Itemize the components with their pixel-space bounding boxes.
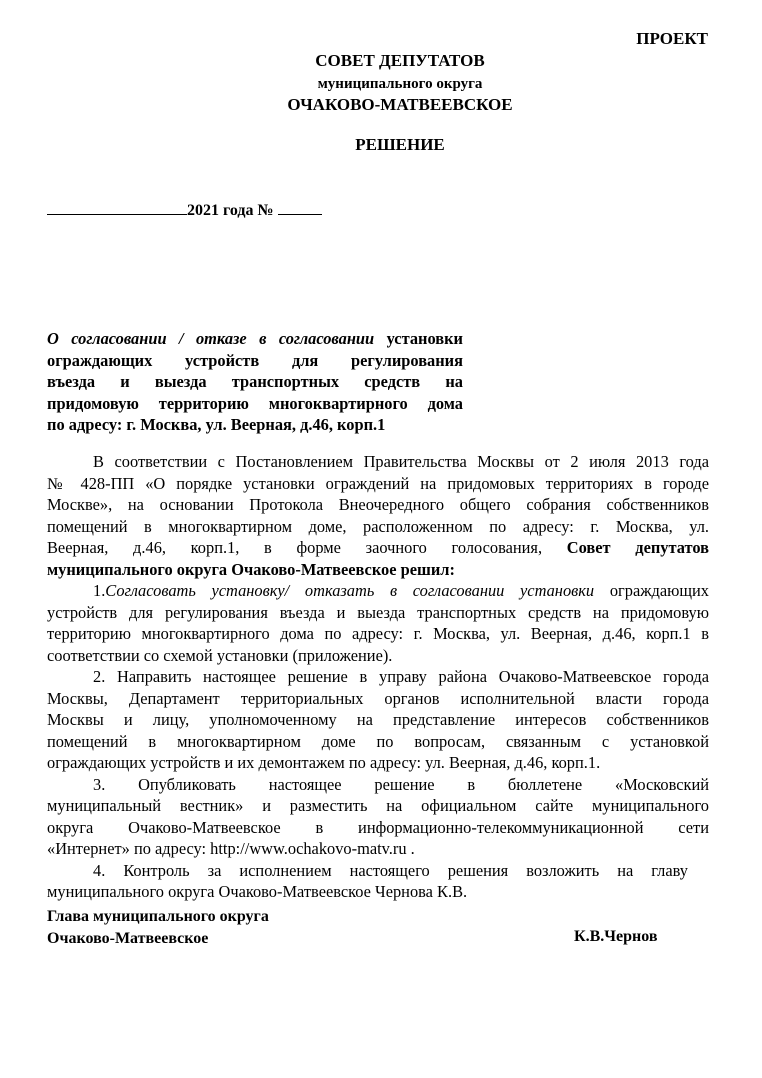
- district-type: муниципального округа: [317, 76, 483, 92]
- item-3-line: округа Очаково-Матвеевское в информационно-телекоммуникационной сети: [47, 817, 709, 837]
- item-2-line: ограждающих устройств и их демонтажем по адресу: ул. Веерная, д.46, корп.1.: [47, 753, 601, 772]
- item-3-line: 3. Опубликовать настоящее решение в бюллетене «Московский: [93, 774, 709, 794]
- subject-line-3: въезда и выезда транспортных средств на: [47, 372, 463, 391]
- subject-line-1-rest: установки: [386, 329, 463, 348]
- signatory-title-line-1: Глава муниципального округа: [47, 908, 269, 925]
- item-number: 1.: [93, 581, 106, 600]
- item-3-line: муниципальный вестник» и разместить на официальном сайте муниципального: [47, 796, 709, 815]
- item-2-line: Москвы и лицу, уполномоченному на представление интересов собственников: [47, 710, 709, 729]
- preamble-line: [47, 537, 709, 559]
- subject-line-1: [47, 328, 463, 350]
- number-blank: [278, 200, 322, 215]
- item-4-line: 4. Контроль за исполнением настоящего решения возложить на главу: [93, 860, 688, 880]
- council-name-bold: Совет депутатов: [566, 538, 709, 557]
- signatory-title-line-2: Очаково-Матвеевское: [47, 930, 209, 947]
- document-type: РЕШЕНИЕ: [355, 135, 445, 154]
- preamble-line: № 428-ПП «О порядке установки ограждений на придомовых территориях в городе: [47, 473, 709, 493]
- subject-italic: О согласовании / отказе в согласовании: [47, 329, 375, 348]
- date-number-line: [47, 200, 322, 220]
- item-4-line: муниципального округа Очаково-Матвеевское Чернова К.В.: [47, 882, 468, 901]
- date-blank: [47, 200, 187, 215]
- item-2-line: помещений в многоквартирном доме по вопросам, связанным с установкой: [47, 731, 709, 751]
- subject-line-5: по адресу: г. Москва, ул. Веерная, д.46, корп.1: [47, 415, 386, 434]
- date-year-text: 2021 года №: [187, 202, 274, 219]
- item-1-line: устройств для регулирования въезда и выезда транспортных средств на придомовую: [47, 602, 709, 622]
- subject-line-4: придомовую территорию многоквартирного дома: [47, 393, 463, 413]
- draft-mark: ПРОЕКТ: [636, 29, 708, 48]
- item-1-rest: ограждающих: [609, 581, 709, 600]
- preamble-line: помещений в многоквартирном доме, расположенном по адресу: г. Москва, ул.: [47, 516, 709, 536]
- item-1-line: [47, 580, 709, 602]
- signature-block: [47, 906, 269, 950]
- signatory-name: К.В.Чернов: [574, 928, 658, 945]
- council-title: СОВЕТ ДЕПУТАТОВ: [315, 51, 485, 70]
- item-3-line: «Интернет» по адресу: http://www.ochakovo-matv.ru .: [47, 839, 415, 858]
- preamble-line: Москве», на основании Протокола Внеочередного общего собрания собственников: [47, 495, 709, 514]
- resolved-line: муниципального округа Очаково-Матвеевское решил:: [47, 559, 455, 579]
- item-1-line: соответствии со схемой установки (приложение).: [47, 645, 393, 665]
- district-name: ОЧАКОВО-МАТВЕЕВСКОЕ: [287, 95, 513, 114]
- preamble-text: Веерная, д.46, корп.1, в форме заочного голосования,: [47, 538, 543, 557]
- item-2-line: 2. Направить настоящее решение в управу района Очаково-Матвеевское города: [93, 667, 709, 686]
- item-2-line: Москвы, Департамент территориальных органов исполнительной власти города: [47, 688, 709, 708]
- item-1-italic: Согласовать установку/ отказать в согласовании установки: [105, 581, 595, 600]
- decision-body: [47, 451, 709, 903]
- item-1-line: территорию многоквартирного дома по адресу: г. Москва, ул. Веерная, д.46, корп.1 в: [47, 624, 709, 643]
- preamble-line: В соответствии с Постановлением Правительства Москвы от 2 июля 2013 года: [93, 452, 709, 471]
- decision-subject: [47, 328, 463, 436]
- subject-line-2: ограждающих устройств для регулирования: [47, 350, 463, 370]
